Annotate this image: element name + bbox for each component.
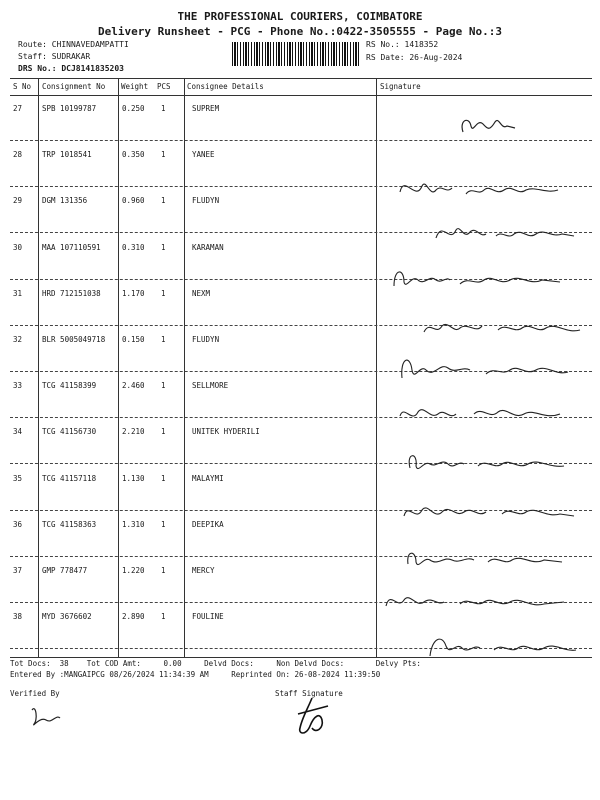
consignment-no: BLR 5005049718 [42, 335, 106, 344]
signature-row-38b [424, 628, 584, 664]
pcs-value: 1 [161, 566, 166, 575]
route-label: Route: CHINNAVEDAMPATTI [18, 40, 129, 49]
consignee-name: UNITEK HYDERILI [192, 427, 260, 437]
weight-value: 0.250 [122, 104, 145, 113]
pcs-value: 1 [161, 150, 166, 160]
signature-row-27 [455, 110, 525, 140]
weight-value: 1.220 [122, 566, 145, 575]
pcs-value: 1 [161, 519, 166, 529]
consignee-name: KARAMAN [192, 242, 224, 252]
col-header-signature: Signature [380, 82, 421, 91]
consignee-name: MALAYMI [192, 473, 224, 483]
signature-row-36 [398, 496, 588, 528]
consignee-name: SUPREM [192, 104, 220, 113]
consignee-name: DEEPIKA [192, 519, 224, 529]
consignment-no: TCG 41158363 [42, 519, 97, 529]
row-sno: 29 [13, 196, 23, 206]
signature-row-35 [404, 446, 584, 480]
consignment-no: TRP 1018541 [42, 150, 92, 160]
staff-label: Staff: SUDRAKAR [18, 52, 91, 61]
row-sno: 32 [13, 335, 23, 344]
row-sno: 30 [13, 242, 23, 252]
signature-row-32 [420, 312, 590, 342]
weight-value: 1.170 [122, 288, 145, 298]
consignee-name: FLUDYN [192, 196, 220, 206]
consignment-no: MAA 107110591 [42, 242, 101, 252]
signature-row-30 [432, 216, 582, 250]
consignee-name: NEXM [192, 288, 211, 298]
consignment-no: TCG 41156730 [42, 427, 97, 437]
col-header-consignment: Consignment No [42, 82, 106, 91]
signature-row-37 [402, 544, 582, 574]
row-sno: 28 [13, 150, 23, 160]
col-header-weight: Weight [121, 82, 149, 91]
signature-row-34 [394, 398, 584, 428]
row-sno: 37 [13, 566, 23, 575]
verified-by-label: Verified By [10, 689, 60, 698]
weight-value: 1.130 [122, 473, 145, 483]
row-sno: 34 [13, 427, 23, 437]
pcs-value: 1 [161, 612, 166, 622]
signature-row-31 [390, 262, 570, 296]
rs-number: RS No.: 1418352 [366, 40, 439, 49]
pcs-value: 1 [161, 196, 166, 206]
row-sno: 31 [13, 288, 23, 298]
drs-label: DRS No.: DCJ8141835203 [18, 64, 124, 73]
consignee-name: FOULINE [192, 612, 224, 622]
weight-value: 0.150 [122, 335, 145, 344]
pcs-value: 1 [161, 381, 166, 391]
col-divider [376, 78, 377, 658]
table-header-rule [10, 95, 592, 96]
consignment-no: SPB 10199787 [42, 104, 97, 113]
pcs-value: 1 [161, 104, 166, 113]
pcs-value: 1 [161, 242, 166, 252]
row-sno: 27 [13, 104, 23, 113]
col-header-consignee: Consignee Details [187, 82, 264, 91]
signature-row-38a [380, 584, 580, 616]
pcs-value: 1 [161, 288, 166, 298]
col-header-pcs: PCS [157, 82, 171, 91]
weight-value: 2.890 [122, 612, 145, 622]
row-sno: 36 [13, 519, 23, 529]
pcs-value: 1 [161, 427, 166, 437]
footer-totals: Tot Docs: 38 Tot COD Amt: 0.00 Delvd Docs: Non Delvd Docs: Delvy Pts: [10, 659, 421, 668]
row-sno: 38 [13, 612, 23, 622]
consignee-name: YANEE [192, 150, 215, 160]
row-separator [10, 140, 592, 141]
weight-value: 0.960 [122, 196, 145, 206]
col-divider [118, 78, 119, 658]
weight-value: 2.460 [122, 381, 145, 391]
col-divider [38, 78, 39, 658]
consignee-name: SELLMORE [192, 381, 229, 391]
consignment-no: TCG 41157118 [42, 473, 97, 483]
row-sno: 35 [13, 473, 23, 483]
consignment-no: MYD 3676602 [42, 612, 92, 622]
consignment-no: TCG 41158399 [42, 381, 97, 391]
col-header-sno: S No [13, 82, 32, 91]
weight-value: 1.310 [122, 519, 145, 529]
runsheet-subtitle: Delivery Runsheet - PCG - Phone No.:0422-3505555 - Page No.:3 [98, 25, 502, 38]
consignee-name: FLUDYN [192, 335, 220, 344]
staff-signature-label: Staff Signature [275, 689, 343, 698]
pcs-value: 1 [161, 473, 166, 483]
weight-value: 0.310 [122, 242, 145, 252]
weight-value: 0.350 [122, 150, 145, 160]
rs-date: RS Date: 26-Aug-2024 [366, 53, 463, 62]
consignment-no: DGM 131356 [42, 196, 88, 206]
table-top-rule [10, 78, 592, 79]
footer-rule [10, 657, 592, 658]
signature-row-29 [396, 172, 576, 206]
pcs-value: 1 [161, 335, 166, 344]
consignment-no: HRD 712151038 [42, 288, 101, 298]
staff-signature [292, 694, 332, 740]
row-sno: 33 [13, 381, 23, 391]
barcode [232, 42, 360, 66]
footer-entered: Entered By :MANGAIPCG 08/26/2024 11:34:39 AM Reprinted On: 26-08-2024 11:39:50 [10, 670, 381, 679]
consignee-name: MERCY [192, 566, 215, 575]
company-title: THE PROFESSIONAL COURIERS, COIMBATORE [177, 10, 423, 23]
weight-value: 2.210 [122, 427, 145, 437]
verified-by-signature [26, 702, 66, 732]
consignment-no: GMP 778477 [42, 566, 88, 575]
signature-row-33 [396, 352, 586, 388]
col-divider [184, 78, 185, 658]
